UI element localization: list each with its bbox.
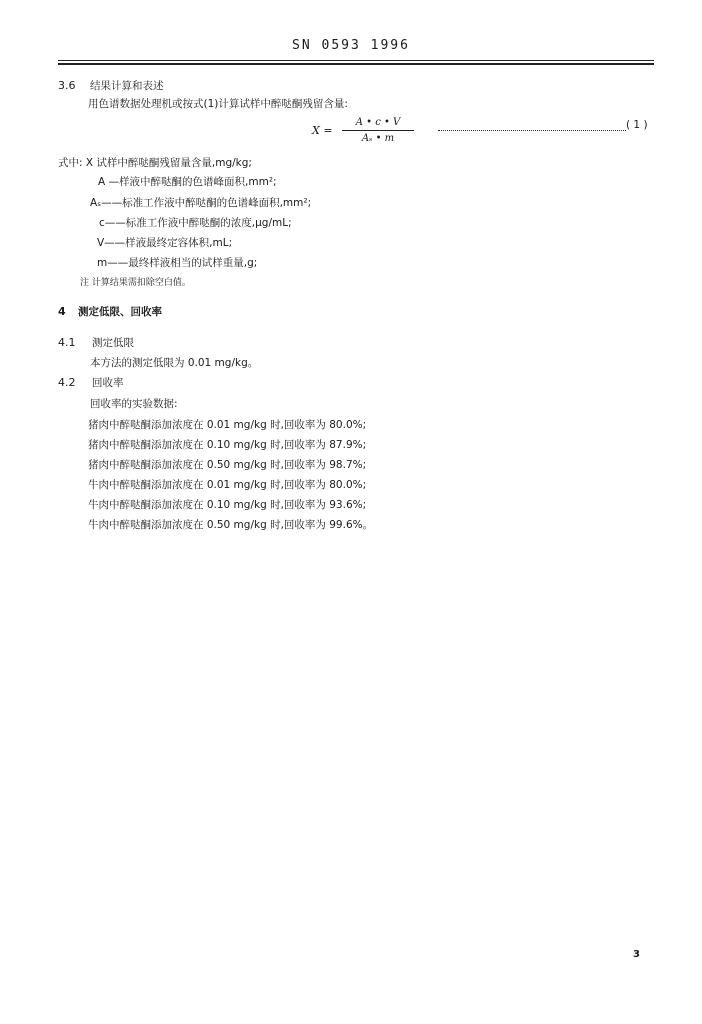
section-4-2-intro: 回收率的实验数据: <box>90 398 178 410</box>
where-item-c: c——标准工作液中醉哒酮的浓度,μg/mL; <box>99 217 292 229</box>
section-3-6-intro: 用色谱数据处理机或按式(1)计算试样中醉哒酮残留含量: <box>88 98 348 110</box>
formula-denominator: Aₛ • m <box>361 133 395 144</box>
section-4-2-title: 回收率 <box>92 377 124 389</box>
dot-leaders <box>438 124 626 131</box>
section-4-1-title: 测定低限 <box>92 337 134 349</box>
equation-number: ( 1 ) <box>626 119 648 131</box>
section-4-2-number: 4.2 <box>58 376 76 389</box>
formula-numerator: A • c • V <box>355 117 401 128</box>
where-item-a: A —样液中醉哒酮的色谱峰面积,mm²; <box>98 176 277 188</box>
formula-fraction <box>342 116 414 145</box>
recovery-item: 牛肉中醉哒酮添加浓度在 0.01 mg/kg 时,回收率为 80.0%; <box>88 479 367 491</box>
recovery-item: 猪肉中醉哒酮添加浓度在 0.50 mg/kg 时,回收率为 98.7%; <box>88 459 367 471</box>
section-3-6-number: 3.6 <box>58 79 76 92</box>
section-4-1-text: 本方法的测定低限为 0.01 mg/kg。 <box>90 357 259 369</box>
where-item-x: 式中: X 试样中醉哒酮残留量含量,mg/kg; <box>58 157 252 169</box>
fraction-bar <box>342 130 414 131</box>
section-3-6-title: 结果计算和表述 <box>90 80 164 92</box>
recovery-item: 猪肉中醉哒酮添加浓度在 0.10 mg/kg 时,回收率为 87.9%; <box>88 439 367 451</box>
formula-lhs: X = <box>312 124 333 137</box>
header-rule-thick <box>58 63 654 65</box>
recovery-item: 牛肉中醉哒酮添加浓度在 0.50 mg/kg 时,回收率为 99.6%。 <box>88 519 374 531</box>
note-text: 注 计算结果需扣除空白值。 <box>80 278 191 288</box>
where-item-as: Aₛ——标准工作液中醉哒酮的色谱峰面积,mm²; <box>90 197 312 209</box>
where-item-v: V——样液最终定容体积,mL; <box>97 237 233 249</box>
section-4-number: 4 <box>58 305 66 318</box>
section-4-1-number: 4.1 <box>58 336 76 349</box>
page-number: 3 <box>633 949 640 960</box>
recovery-item: 牛肉中醉哒酮添加浓度在 0.10 mg/kg 时,回收率为 93.6%; <box>88 499 367 511</box>
standard-number-header: SN 0593 1996 <box>292 38 410 53</box>
where-item-m: m——最终样液相当的试样重量,g; <box>97 257 258 269</box>
header-rule-thin <box>58 60 654 61</box>
recovery-item: 猪肉中醉哒酮添加浓度在 0.01 mg/kg 时,回收率为 80.0%; <box>88 419 367 431</box>
section-4-title: 测定低限、回收率 <box>78 306 162 318</box>
